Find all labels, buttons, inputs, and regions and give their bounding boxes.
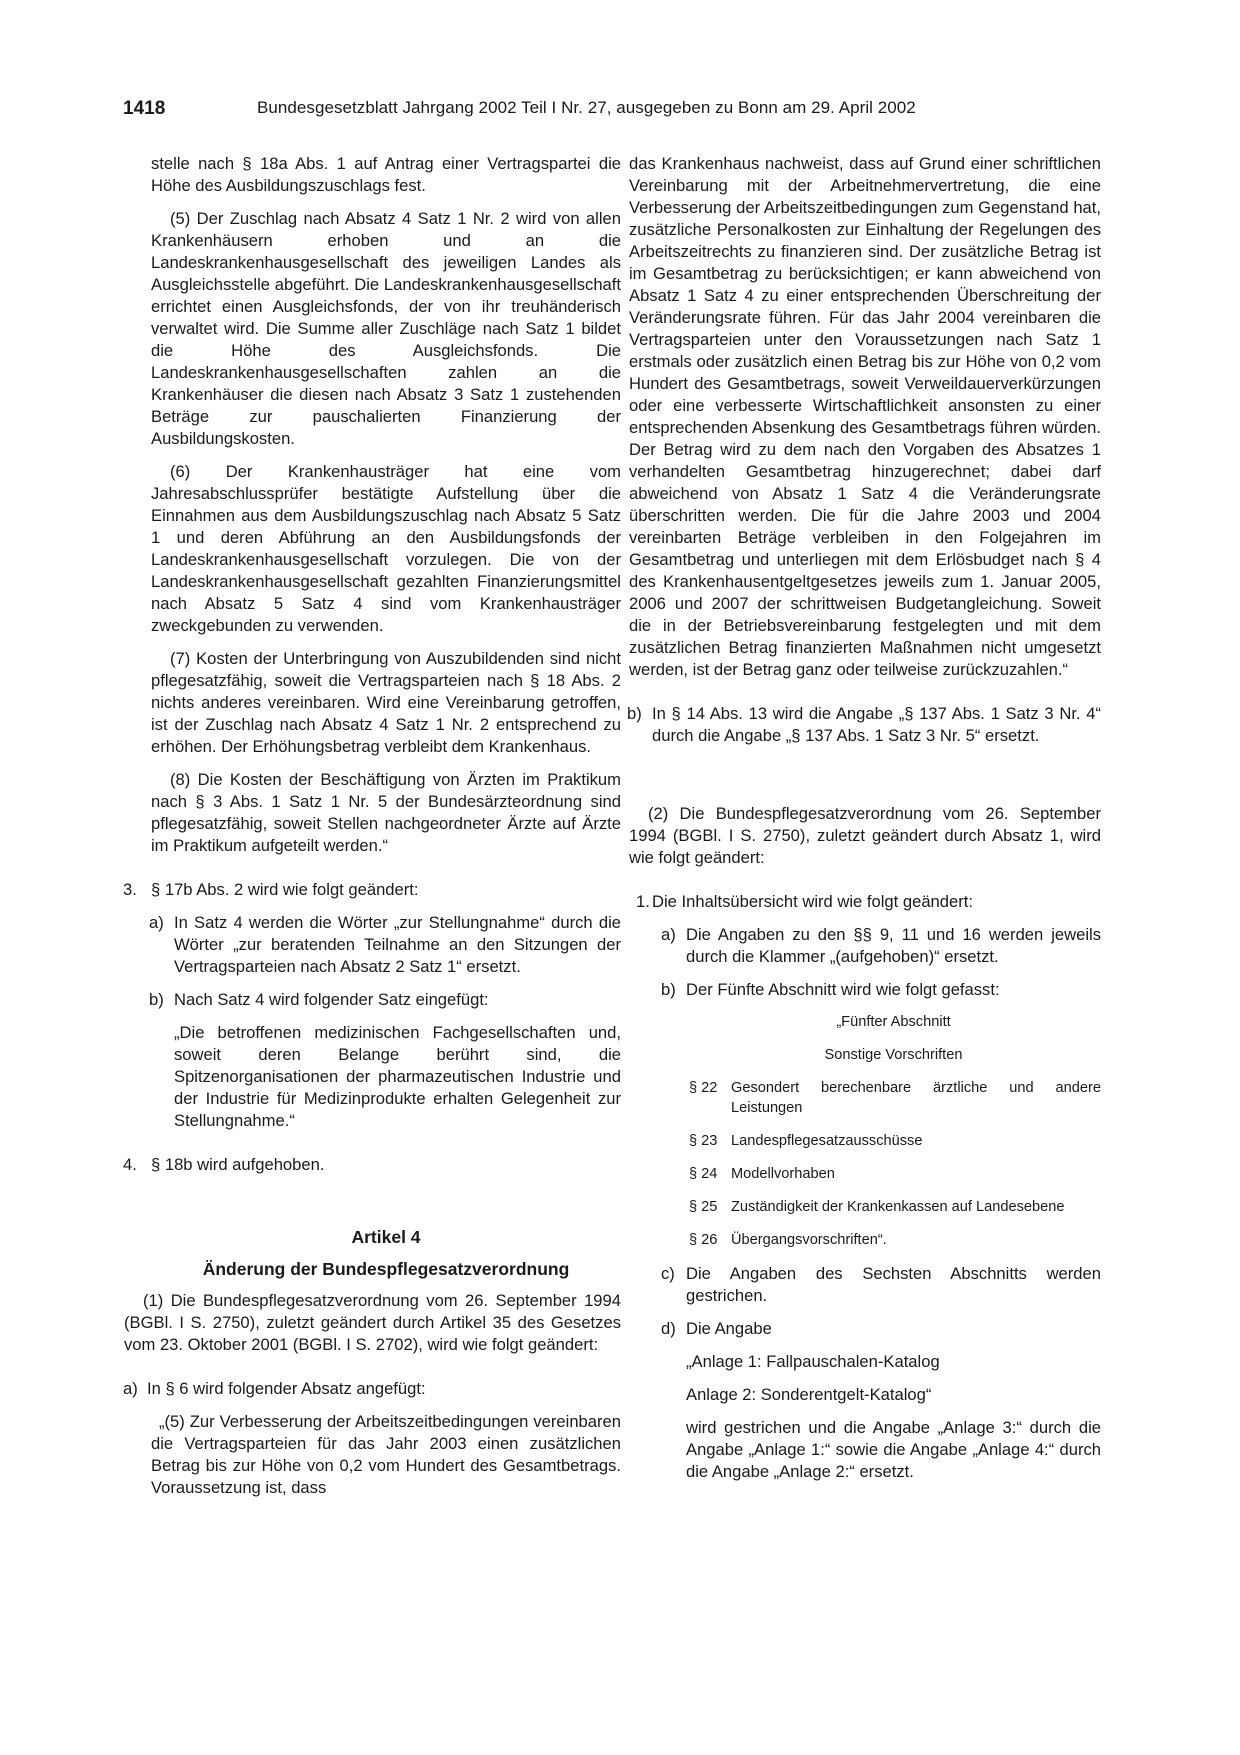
toc-entry-number: § 23: [689, 1133, 718, 1149]
list-item-text: In § 14 Abs. 13 wird die Angabe „§ 137 Abs. 1 Satz 3 Nr. 4“ durch die Angabe „§ 137 Abs. 1 Satz 3 Nr. 5“ ersetzt.: [652, 704, 1101, 745]
toc-entry-number: § 26: [689, 1232, 718, 1248]
list-item-text: § 17b Abs. 2 wird wie folgt geändert:: [151, 880, 419, 899]
toc-entry: [689, 1078, 1101, 1118]
toc-entry-number: § 25: [689, 1199, 718, 1215]
right-column: [629, 153, 1101, 1494]
paragraph-continued: das Krankenhaus nachweist, dass auf Grund einer schriftlichen Vereinbarung mit der Arbeitnehmervertretung, die eine Verbesserung der Arbeitszeitbedingungen zum Gegenstand hat, zusätzliche Personalkosten zur Einhaltung der Regelungen des Arbeitszeitrechts zu finanzieren sind. Der zusätzliche Betrag ist im Gesamtbetrag zu berücksichtigen; er kann abweichend von Absatz 1 Satz 4 zu einer entsprechenden Überschreitung der Veränderungsrate führen. Für das Jahr 2004 vereinbaren die Vertragsparteien unter den Voraussetzungen nach Satz 1 erstmals oder zusätzlich einen Betrag bis zur Höhe von 0,2 vom Hundert des Gesamtbetrags, soweit Verweildauerverkürzungen oder eine verbesserte Wirtschaftlichkeit ansonsten zu einer entsprechenden Absenkung des Gesamtbetrags führen würden. Der Betrag wird zu dem nach den Vorgaben des Absatzes 1 verhandelten Gesamtbetrag hinzugerechnet; dabei darf abweichend von Absatz 1 Satz 4 die Veränderungsrate überschritten werden. Die für die Jahre 2003 und 2004 vereinbarten Beträge verbleiben in den Folgejahren im Gesamtbetrag und unterliegen mit dem Erlösbudget nach § 4 des Krankenhausentgeltgesetzes jeweils zum 1. Januar 2005, 2006 und 2007 der schrittweisen Budgetangleichung. Soweit die in der Betriebsvereinbarung festgelegten und mit dem zusätzlichen Betrag finanzierten Maßnahmen nicht umgesetzt werden, ist der Betrag ganz oder teilweise zurückzuzahlen.“: [629, 154, 1101, 679]
list-item-1a: [661, 924, 1101, 968]
toc-entry: [689, 1197, 1101, 1217]
list-item-label: a): [123, 1379, 138, 1398]
list-item-label: a): [661, 925, 676, 944]
list-item-text: Die Angaben des Sechsten Abschnitts werden gestrichen.: [686, 1264, 1101, 1305]
list-item-b: [627, 703, 1101, 747]
list-item-text: Die Angabe: [686, 1319, 772, 1338]
paragraph-2: (2) Die Bundespflegesatzverordnung vom 26. September 1994 (BGBl. I S. 2750), zuletzt geändert durch Absatz 1, wird wie folgt geändert:: [629, 804, 1101, 867]
toc-entry-number: § 24: [689, 1166, 718, 1182]
list-item-3a: [149, 912, 621, 978]
deleted-entry-line-2: Anlage 2: Sonderentgelt-Katalog“: [686, 1385, 932, 1404]
deleted-entry-line-1: „Anlage 1: Fallpauschalen-Katalog: [686, 1352, 940, 1371]
toc-entry-text: Landespflegesatzausschüsse: [731, 1133, 923, 1149]
list-item-1d: [661, 1318, 1101, 1340]
list-item-label: 4.: [123, 1155, 137, 1174]
paragraph-6: (6) Der Krankenhausträger hat eine vom Jahresabschlussprüfer bestätigte Aufstellung über die Einnahmen aus dem Ausbildungszuschlag nach Absatz 5 Satz 1 und deren Abführung an den Ausbildungsfonds der Landeskrankenhausgesellschaft vorzulegen. Die von der Landeskrankenhausgesellschaft gezahlten Finanzierungsmittel nach Absatz 5 Satz 4 sind vom Krankenhausträger zweckgebunden zu verwenden.: [151, 462, 621, 635]
toc-entry-text: Modellvorhaben: [731, 1166, 835, 1182]
left-column: [123, 153, 621, 1510]
article-subtitle: Änderung der Bundespflegesatzverordnung: [202, 1259, 570, 1279]
toc-section-subtitle: Sonstige Vorschriften: [824, 1047, 963, 1063]
paragraph-continued: stelle nach § 18a Abs. 1 auf Antrag einer Vertragspartei die Höhe des Ausbildungszuschlags fest.: [151, 154, 621, 195]
inserted-sentence-quote: „Die betroffenen medizinischen Fachgesellschaften und, soweit deren Belange berührt sind, die Spitzenorganisationen der pharmazeutischen Industrie und der Industrie für Medizinprodukte erhalten Gelegenheit zur Stellungnahme.“: [174, 1023, 621, 1130]
article-title: Artikel 4: [351, 1227, 421, 1247]
toc-entry: [689, 1164, 1101, 1184]
toc-section-title: „Fünfter Abschnitt: [836, 1014, 951, 1030]
toc-entry: [689, 1230, 1101, 1250]
table-of-contents-block: [686, 1012, 1101, 1250]
running-header-title: Bundesgesetzblatt Jahrgang 2002 Teil I Nr. 27, ausgegeben zu Bonn am 29. April 2002: [257, 98, 916, 117]
sublist-3: [149, 912, 621, 1132]
toc-entry-text: Gesondert berechenbare ärztliche und andere Leistungen: [731, 1080, 1101, 1116]
toc-entry-number: § 22: [689, 1080, 718, 1096]
replacement-text: wird gestrichen und die Angabe „Anlage 3:“ durch die Angabe „Anlage 1:“ sowie die Angabe „Anlage 4:“ durch die Angabe „Anlage 2:“ ersetzt.: [686, 1418, 1101, 1481]
toc-entry-text: Übergangsvorschriften“.: [731, 1232, 887, 1248]
paragraph-8: (8) Die Kosten der Beschäftigung von Ärzten im Praktikum nach § 3 Abs. 1 Satz 1 Nr. 5 der Bundesärzteordnung sind pflegesatzfähig, soweit Stellen nachgeordneter Ärzte auf Ärzte im Praktikum aufgeteilt werden.“: [151, 770, 621, 855]
list-item-label: b): [149, 990, 164, 1009]
list-item-text: In Satz 4 werden die Wörter „zur Stellungnahme“ durch die Wörter „zur beratenden Teilnahme an den Sitzungen der Vertragsparteien nach Absatz 2 Satz 1“ ersetzt.: [174, 913, 621, 976]
list-item-label: a): [149, 913, 164, 932]
list-item-label: 3.: [123, 880, 137, 899]
page-number: 1418: [123, 98, 166, 119]
paragraph-5: (5) Der Zuschlag nach Absatz 4 Satz 1 Nr. 2 wird von allen Krankenhäusern erhoben und an die Landeskrankenhausgesellschaft des jeweiligen Landes als Ausgleichsstelle abgeführt. Die Landeskrankenhausgesellschaft errichtet einen Ausgleichsfonds, der von ihr treuhänderisch verwaltet wird. Die Summe aller Zuschläge nach Satz 1 bildet die Höhe des Ausgleichsfonds. Die Landeskrankenhausgesellschaften zahlen an die Krankenhäuser die diesen nach Absatz 3 Satz 1 zustehenden Beträge zur pauschalierten Finanzierung der Ausbildungskosten.: [151, 209, 621, 448]
list-item-1c: [661, 1263, 1101, 1307]
page-header: [123, 98, 1120, 128]
added-paragraph-quote: „(5) Zur Verbesserung der Arbeitszeitbedingungen vereinbaren die Vertragsparteien für das Jahr 2003 einen zusätzlichen Betrag bis zur Höhe von 0,2 vom Hundert des Gesamtbetrags. Voraussetzung ist, dass: [151, 1412, 621, 1497]
article-paragraph-1: (1) Die Bundespflegesatzverordnung vom 26. September 1994 (BGBl. I S. 2750), zuletzt geändert durch Artikel 35 des Gesetzes vom 23. Oktober 2001 (BGBl. I S. 2702), wird wie folgt geändert:: [124, 1291, 621, 1354]
list-item-text: Nach Satz 4 wird folgender Satz eingefügt:: [174, 990, 489, 1009]
list-item-3b: [149, 989, 621, 1011]
list-item-text: In § 6 wird folgender Absatz angefügt:: [147, 1379, 426, 1398]
list-item-text: Die Angaben zu den §§ 9, 11 und 16 werden jeweils durch die Klammer „(aufgehoben)“ ersetzt.: [686, 925, 1101, 966]
paragraph-7: (7) Kosten der Unterbringung von Auszubildenden sind nicht pflegesatzfähig, soweit die Vertragsparteien nach § 18 Abs. 2 nichts anderes vereinbaren. Wird eine Vereinbarung getroffen, ist der Zuschlag nach Absatz 4 Satz 1 Nr. 2 entsprechend zu erhöhen. Der Erhöhungsbetrag verbleibt dem Krankenhaus.: [151, 649, 621, 756]
list-item-text: § 18b wird aufgehoben.: [151, 1155, 325, 1174]
toc-entry-text: Zuständigkeit der Krankenkassen auf Landesebene: [731, 1199, 1065, 1215]
list-item-1b: [661, 979, 1101, 1001]
list-item-text: Der Fünfte Abschnitt wird wie folgt gefasst:: [686, 980, 1000, 999]
list-item-3: [123, 879, 621, 901]
sublist-1: [661, 924, 1101, 1483]
list-item-1: [636, 891, 1101, 913]
list-item-label: b): [627, 704, 642, 723]
list-item-4: [123, 1154, 621, 1176]
list-item-label: d): [661, 1319, 676, 1338]
toc-entry: [689, 1131, 1101, 1151]
list-item-text: Die Inhaltsübersicht wird wie folgt geändert:: [652, 892, 973, 911]
list-item-a: [123, 1378, 621, 1400]
list-item-label: c): [661, 1264, 675, 1283]
list-item-label: b): [661, 980, 676, 999]
list-item-label: 1.: [636, 892, 650, 911]
